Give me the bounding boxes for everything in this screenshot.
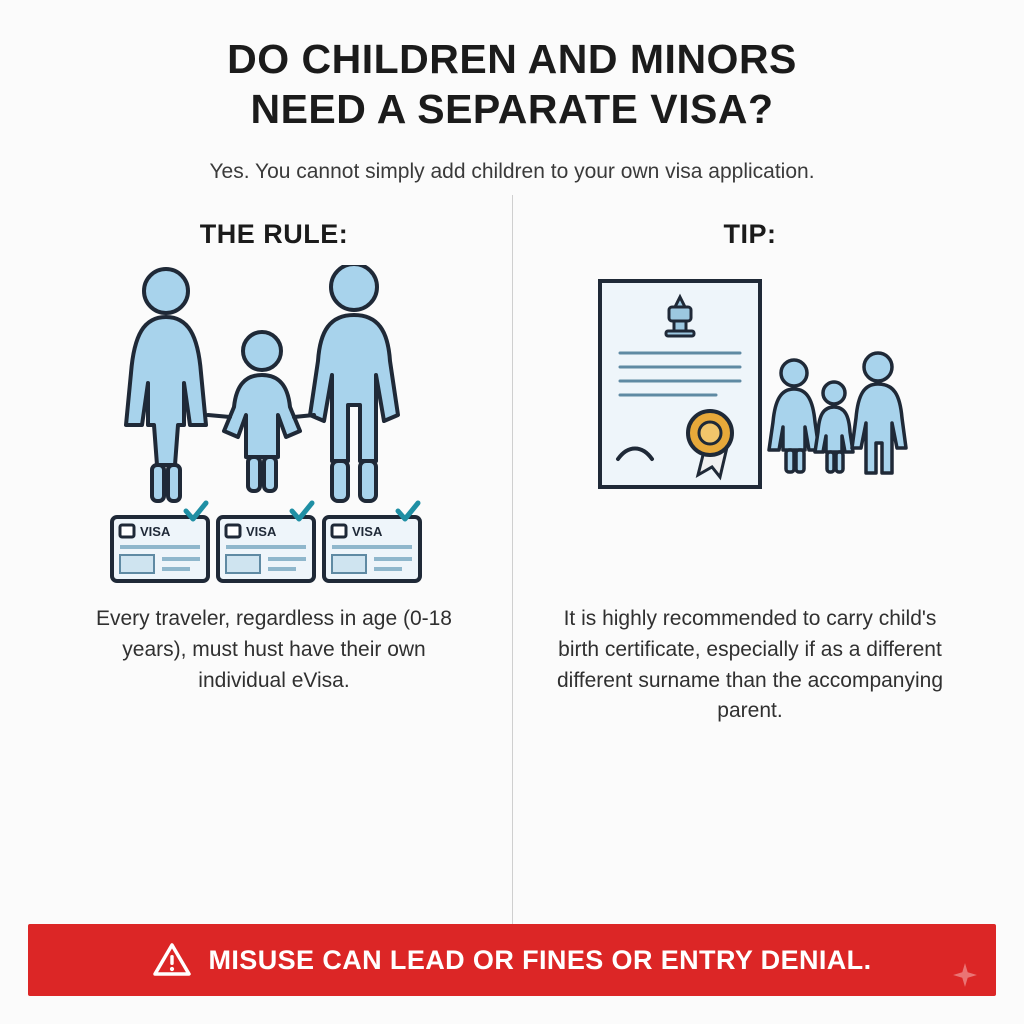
- column-body-tip: It is highly recommended to carry child's birth certificate, especially if as a different different surname than the accompanying parent.: [556, 607, 944, 723]
- family-visa-illustration-svg: [104, 265, 444, 585]
- warning-triangle-icon: [153, 943, 191, 977]
- title-line-2: NEED A SEPARATE VISA?: [250, 86, 774, 133]
- visa-card-group: [112, 503, 420, 581]
- certificate-family-illustration-svg: [590, 275, 910, 575]
- sparkle-icon: [952, 962, 978, 988]
- page-title: [60, 34, 964, 134]
- column-divider: [512, 195, 513, 962]
- child-figure: [224, 332, 300, 491]
- column-heading-rule: THE RULE:: [199, 219, 349, 250]
- column-heading-tip: TIP:: [723, 219, 777, 250]
- illustration-family-visas: [104, 260, 444, 590]
- visa-card: [112, 503, 208, 581]
- small-mother-figure: [769, 360, 819, 472]
- small-child-figure: [815, 382, 853, 472]
- header: [0, 0, 1024, 185]
- warning-banner-text: MISUSE CAN LEAD OR FINES OR ENTRY DENIAL.: [208, 944, 872, 975]
- warning-banner: [28, 924, 996, 996]
- column-body-rule: Every traveler, regardless in age (0-18 years), must hust have their own individual eVisa.: [95, 607, 452, 692]
- content-columns: [0, 185, 1024, 1024]
- page-subtitle: Yes. You cannot simply add children to your own visa application.: [209, 160, 815, 184]
- mother-figure: [126, 269, 206, 501]
- column-the-rule: [36, 219, 512, 1024]
- small-father-figure: [852, 353, 906, 473]
- column-tip: [512, 219, 988, 1024]
- svg-text:VISA: VISA: [140, 524, 171, 540]
- visa-card: [218, 503, 314, 581]
- visa-card: [324, 503, 420, 581]
- svg-text:VISA: VISA: [246, 524, 277, 540]
- father-figure: [310, 265, 398, 501]
- svg-text:VISA: VISA: [352, 524, 383, 540]
- certificate-document: [600, 281, 760, 487]
- illustration-birth-certificate: [590, 260, 910, 590]
- title-line-1: DO CHILDREN AND MINORS: [227, 36, 797, 82]
- small-family-figures: [769, 353, 906, 473]
